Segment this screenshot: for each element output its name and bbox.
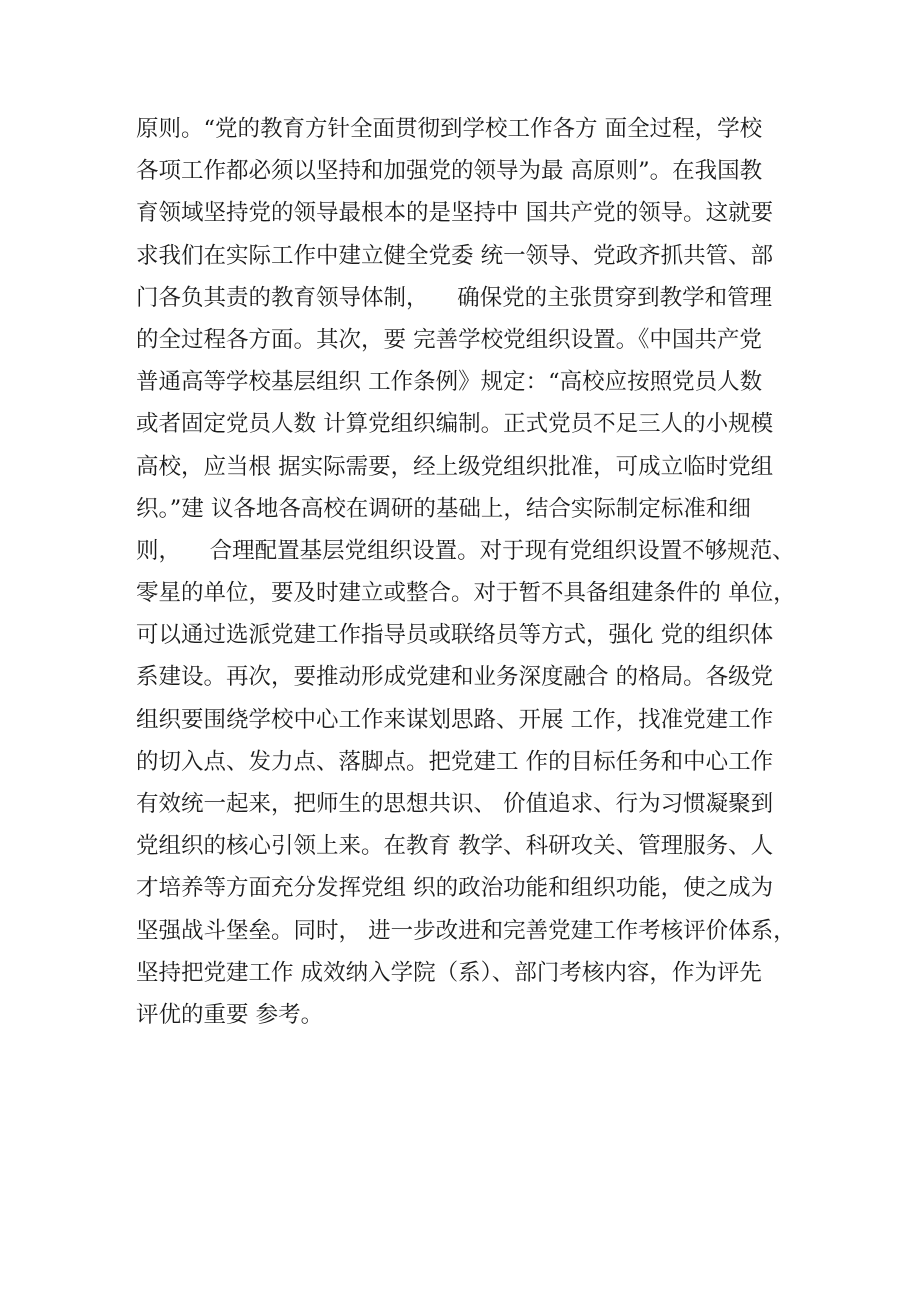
text-line-11: 则， 合理配置基层党组织设置。对于现有党组织设置不够规范、 (136, 537, 795, 564)
text-line-12: 零星的单位，要及时建立或整合。对于暂不具备组建条件的 单位， (136, 580, 796, 607)
text-line-3: 育领域坚持党的领导最根本的是坚持中 国共产党的领导。这就要 (136, 200, 774, 227)
text-line-14: 系建设。再次，要推动形成党建和业务深度融合 的格局。各级党 (136, 664, 774, 691)
text-line-16: 的切入点、发力点、落脚点。把党建工 作的目标任务和中心工作 (136, 748, 774, 775)
text-line-10: 织。”建 议各地各高校在调研的基础上，结合实际制定标准和细 (136, 495, 751, 522)
text-line-18: 党组织的核心引领上来。在教育 教学、科研攻关、管理服务、人 (136, 833, 774, 860)
text-line-9: 高校，应当根 据实际需要，经上级党组织批准，可成立临时党组 (136, 453, 774, 480)
body-paragraph (136, 108, 806, 1036)
text-line-13: 可以通过选派党建工作指导员或联络员等方式，强化 党的组织体 (136, 622, 774, 649)
text-line-1: 原则。“党的教育方针全面贯彻到学校工作各方 面全过程，学校 (136, 116, 763, 142)
text-line-7: 普通高等学校基层组织 工作条例》规定：“高校应按照党员人数 (136, 369, 763, 396)
text-line-15: 组织要围绕学校中心工作来谋划思路、开展 工作，找准党建工作 (136, 706, 774, 733)
text-line-8: 或者固定党员人数 计算党组织编制。正式党员不足三人的小规模 (136, 411, 774, 438)
text-line-20: 坚强战斗堡垒。同时， 进一步改进和完善党建工作考核评价体系， (136, 917, 796, 944)
text-line-5: 门各负其责的教育领导体制， 确保党的主张贯穿到教学和管理 (136, 284, 773, 311)
text-line-17: 有效统一起来，把师生的思想共识、 价值追求、行为习惯凝聚到 (136, 791, 774, 817)
text-line-22: 评优的重要 参考。 (136, 1001, 324, 1028)
text-line-4: 求我们在实际工作中建立健全党委 统一领导、党政齐抓共管、部 (136, 242, 774, 269)
text-line-21: 坚持把党建工作 成效纳入学院（系）、部门考核内容，作为评先 (136, 959, 762, 986)
text-line-6: 的全过程各方面。其次，要 完善学校党组织设置。《中国共产党 (136, 326, 762, 353)
text-line-2: 各项工作都必须以坚持和加强党的领导为最 高原则”。在我国教 (136, 158, 763, 185)
text-line-19: 才培养等方面充分发挥党组 织的政治功能和组织功能，使之成为 (136, 875, 774, 902)
